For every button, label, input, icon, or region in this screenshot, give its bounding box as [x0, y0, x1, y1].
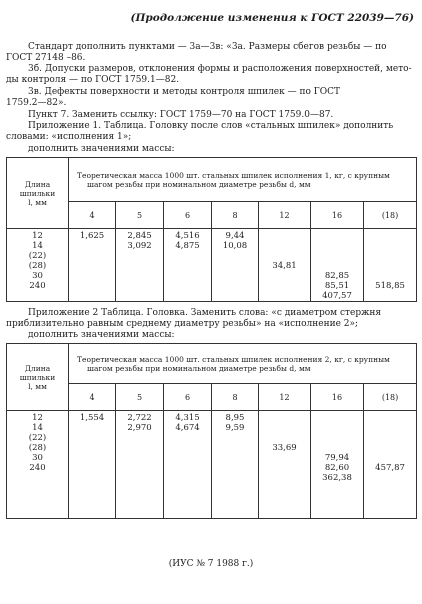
mass-values: 8,95 9,59 [225, 413, 245, 433]
diameter-header: 12 [259, 384, 311, 411]
mass-column [116, 229, 164, 302]
paragraph-line: ГОСТ 27148 –86. [6, 53, 86, 63]
mass-column [311, 229, 364, 302]
diameter-header: 16 [311, 384, 364, 411]
mass-table-2 [6, 343, 417, 519]
length-header-line: шпильки [19, 188, 56, 198]
caption-line: Теоретическая масса 1000 шт. стальных шпилек исполнения 2, кг, с крупным [77, 354, 390, 364]
mass-column [69, 229, 116, 302]
mass-values: 2,845 3,092 [127, 231, 152, 251]
length-values [7, 411, 69, 519]
diameter-header: (18) [364, 384, 417, 411]
diameter-header: 16 [311, 202, 364, 229]
diameter-header: 6 [164, 202, 212, 229]
paragraph-line: Пункт 7. Заменить ссылку: ГОСТ 1759—70 на ГОСТ 1759.0—87. [28, 110, 334, 120]
mass-values: 79,94 82,60 362,38 [322, 453, 352, 483]
diameter-header: 12 [259, 202, 311, 229]
length-header-line: шпильки [19, 372, 56, 382]
mass-values: 1,625 [79, 231, 105, 241]
footer-note: (ИУС № 7 1988 г.) [168, 559, 254, 569]
mass-values: 4,516 4,875 [175, 231, 200, 251]
length-values-text: 12 14 (22) (28) 30 240 [28, 231, 47, 291]
table-caption [69, 158, 417, 202]
mass-column [311, 411, 364, 519]
diameter-header: (18) [364, 202, 417, 229]
mass-values: 457,87 [375, 463, 405, 473]
mass-values: 518,85 [375, 281, 405, 291]
diameter-header: 4 [69, 202, 116, 229]
page-header: (Продолжение изменения к ГОСТ 22039—76) [130, 12, 414, 24]
length-header-line: l, мм [28, 197, 47, 207]
length-header-line: l, мм [28, 381, 47, 391]
mass-values: 33,69 [272, 443, 297, 453]
paragraph-line: дополнить значениями массы: [28, 144, 175, 154]
paragraph-line: 3в. Дефекты поверхности и методы контроля шпилек — по ГОСТ [28, 87, 340, 97]
length-header-line: Длина [24, 363, 51, 373]
caption-line: шагом резьбы при номинальном диаметре резьбы d, мм [87, 179, 311, 189]
paragraph-line: Приложение 1. Таблица. Головку после слов «стальных шпилек» дополнить [28, 121, 394, 131]
diameter-header: 5 [116, 202, 164, 229]
mass-column [259, 229, 311, 302]
mass-values: 1,554 [79, 413, 105, 423]
mass-column [212, 411, 259, 519]
length-values-text: 12 14 (22) (28) 30 240 [28, 413, 47, 473]
mass-column [69, 411, 116, 519]
paragraph-line: приблизительно равным среднему диаметру резьбы» на «исполнение 2»; [6, 319, 359, 329]
length-header [7, 158, 69, 229]
paragraph-line: Стандарт дополнить пунктами — 3а—3в: «3а. Размеры сбегов резьбы — по [28, 42, 387, 52]
caption-line: шагом резьбы при номинальном диаметре резьбы d, мм [87, 363, 311, 373]
diameter-header: 5 [116, 384, 164, 411]
table-caption [69, 344, 417, 384]
paragraph-line: дополнить значениями массы: [28, 330, 175, 340]
mass-values: 82,85 85,51 407,57 [322, 271, 352, 301]
mass-column [116, 411, 164, 519]
mass-values: 9,44 10,08 [222, 231, 248, 251]
paragraph-line: 3б. Допуски размеров, отклонения формы и расположения поверхностей, мето- [28, 64, 412, 74]
mass-table-1 [6, 157, 417, 302]
length-header-line: Длина [24, 179, 51, 189]
mass-column [259, 411, 311, 519]
diameter-header: 4 [69, 384, 116, 411]
mass-column [164, 229, 212, 302]
length-header [7, 344, 69, 411]
mass-values: 2,722 2,970 [127, 413, 152, 433]
caption-line: Теоретическая масса 1000 шт. стальных шпилек исполнения 1, кг, с крупным [77, 170, 390, 180]
diameter-header: 8 [212, 384, 259, 411]
diameter-header: 6 [164, 384, 212, 411]
mass-values: 34,81 [272, 261, 297, 271]
mass-column [212, 229, 259, 302]
paragraph-line: Приложение 2 Таблица. Головка. Заменить слова: «с диаметром стержня [28, 308, 382, 318]
mass-values: 4,315 4,674 [175, 413, 200, 433]
mass-column [364, 229, 417, 302]
length-values [7, 229, 69, 302]
diameter-header: 8 [212, 202, 259, 229]
paragraph-line: ды контроля — по ГОСТ 1759.1—82. [6, 75, 180, 85]
paragraph-line: словами: «исполнения 1»; [6, 132, 132, 142]
mass-column [364, 411, 417, 519]
mass-column [164, 411, 212, 519]
paragraph-line: 1759.2—82». [6, 98, 67, 108]
